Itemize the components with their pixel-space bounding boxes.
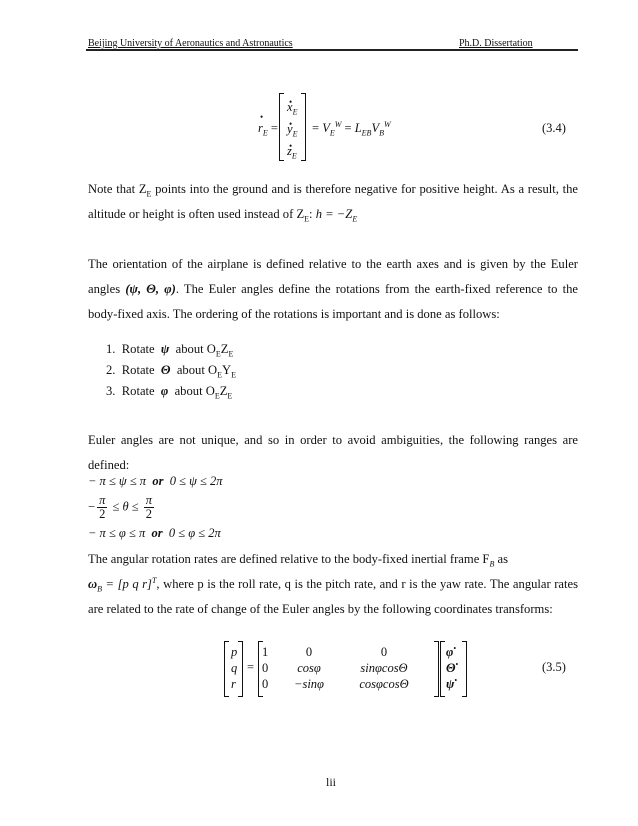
eq34-right-bracket xyxy=(301,93,306,161)
header-right: Ph.D. Dissertation xyxy=(459,38,533,49)
eq34-rhs: = $V_E^W = L_{EB}V_B^W$ xyxy=(312,119,391,138)
eq35-lhs-right-bracket xyxy=(238,641,243,697)
eq35-rhs-left-bracket xyxy=(440,641,445,697)
paragraph-height: Note that $Z_E$ points into the ground and is therefore negative for positive height. As a result, the altitude or height is often used instead of $Z_E$: $h = -Z_E$ xyxy=(88,182,578,224)
paragraph-euler-ranges: Euler angles are not unique, and so in order to avoid ambiguities, the following ranges are defined: xyxy=(88,433,578,472)
eq35-lhs-left-bracket xyxy=(224,641,229,697)
eq35-equals: = xyxy=(247,660,255,674)
paragraph-angular-rates: The angular rotation rates are defined relative to the body-fixed inertial frame $F_B$ as $\omega_B = [p$ q r]$^T$, where p is the roll rate, q is the pitch rate, and r is the yaw rate. The angular rates are related to the rate of change of the Euler angles by the following coordinates transforms: xyxy=(88,552,579,616)
eq34-vector: x $•_E$ y $•_E$ z $•_E$ xyxy=(287,96,297,162)
rotation-item: 3. Rotate φ about $O_EZ_E$ xyxy=(106,384,233,401)
eq35-lhs-vector: p q r xyxy=(231,645,238,691)
eq34-number: (3.4) xyxy=(542,121,566,135)
eq34-left-bracket xyxy=(279,93,284,161)
rotation-item: 1. Rotate ψ about $O_EZ_E$ xyxy=(106,342,234,359)
paragraph-euler-orientation: The orientation of the airplane is defined relative to the earth axes and is given by the Euler angles (ψ, Θ, φ). The Euler angles define the rotations from the earth-fixed reference to the body-fixed axis. The ordering of the rotations is important and is done as follows: xyxy=(88,257,579,321)
eq35-rhs-vector: φ• Θ• ψ• xyxy=(446,643,459,691)
header-rule xyxy=(86,49,578,51)
eq35-matrix: 1 0 0 0 cosφ sinφcosΘ 0 −sinφ cosφcosΘ xyxy=(262,645,409,691)
range-phi: − π ≤ φ ≤ π or 0 ≤ φ ≤ 2π xyxy=(88,526,221,540)
eq35-matrix-right-bracket xyxy=(434,641,439,697)
rotation-item: 2. Rotate Θ about $O_EY_E$ xyxy=(106,363,236,380)
header-left: Beijing University of Aeronautics and Astronautics xyxy=(88,38,293,49)
eq35-number: (3.5) xyxy=(542,660,566,674)
eq35-rhs-right-bracket xyxy=(462,641,467,697)
eq34-lhs: r $•_E$ = xyxy=(258,121,278,136)
page-number: lii xyxy=(326,775,337,789)
range-psi: − π ≤ ψ ≤ π or 0 ≤ ψ ≤ 2π xyxy=(88,474,223,488)
range-theta: − $\frac{\pi}{2}$ ≤ θ ≤ $\frac{\pi}{2}$ xyxy=(88,493,152,521)
rotation-list xyxy=(106,342,236,405)
